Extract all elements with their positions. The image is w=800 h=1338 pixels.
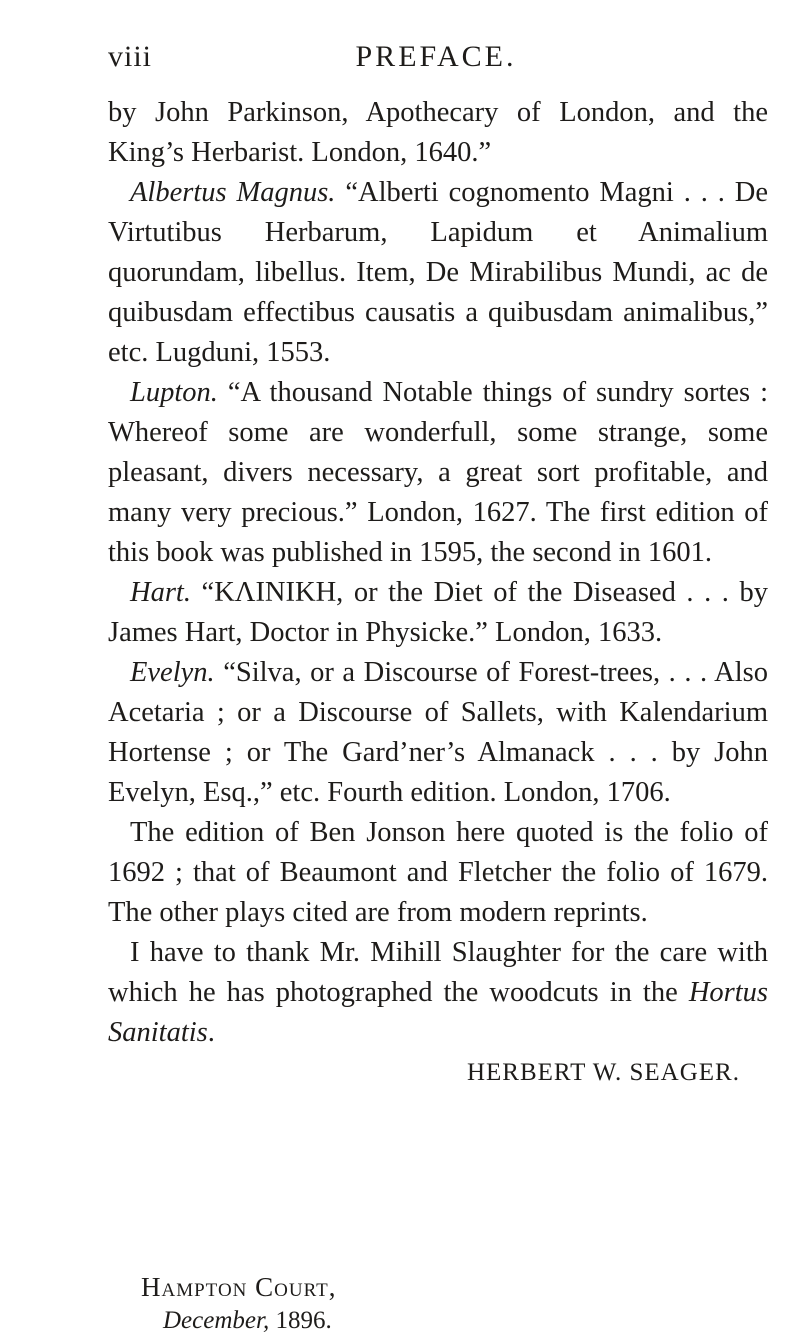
entry-text: “ΚΛΙΝΙΚΗ, or the Diet of the Diseased . . . by James Hart, Doctor in Physicke.” London, 1633. [108,577,768,648]
entry-text: “Alberti cognomento Magni . . . De Virtutibus Herbarum, Lapidum et Animalium quorundam, libellus. Item, De Mirabilibus Mundi, ac de quibusdam effectibus causatis a quibusdam animalibus,” etc. Lugduni, 1553. [108,177,769,368]
entry-hart [108,573,768,653]
author-name: Lupton. [130,377,218,408]
page-number: viii [108,40,153,73]
year: 1896. [275,1307,332,1334]
paragraph-text: by John Parkinson, Apothecary of London, and the King’s Herbarist. London, 1640.” [108,97,768,168]
entry-text: “A thousand Notable things of sundry sortes : Whereof some are wonderfull, some strange, some pleasant, divers necessary, a great sort profitable, and many very precious.” London, 1627. The first edition of this book was published in 1595, the second in 1601. [108,377,769,568]
paragraph-text: The edition of Ben Jonson here quoted is the folio of 1692 ; that of Beaumont and Fletcher the folio of 1679. The other plays cited are from modern reprints. [108,817,768,928]
thanks-end: . [207,1017,215,1048]
entry-lupton [108,373,768,573]
running-head [108,40,764,88]
place-line: Hampton Court, [141,1272,337,1302]
running-title: PREFACE. [355,40,517,73]
dateline [141,1270,336,1338]
author-name: Hart. [130,577,191,608]
thanks-text: I have to thank Mr. Mihill Slaughter for the care with which he has photographed the woodcuts in the [108,937,768,1008]
paragraph-thanks [108,933,768,1053]
paragraph-editions [108,813,768,933]
entry-albertus-magnus [108,173,768,373]
entry-evelyn [108,653,768,813]
body-text [108,93,768,1093]
book-title: Hortus Sanitatis [108,977,768,1048]
author-name: Evelyn. [130,657,215,688]
entry-text: “Silva, or a Discourse of Forest-trees, . . . Also Acetaria ; or a Discourse of Sallets, with Kalendarium Hortense ; or The Gard’ner’s Almanack . . . by John Evelyn, Esq.,” etc. Fourth edition. London, 1706. [108,657,768,808]
author-name: Albertus Magnus. [130,177,336,208]
paragraph-parkinson-continuation [108,93,768,173]
month: December, [163,1307,270,1334]
author-signature: HERBERT W. SEAGER. [466,1059,740,1086]
